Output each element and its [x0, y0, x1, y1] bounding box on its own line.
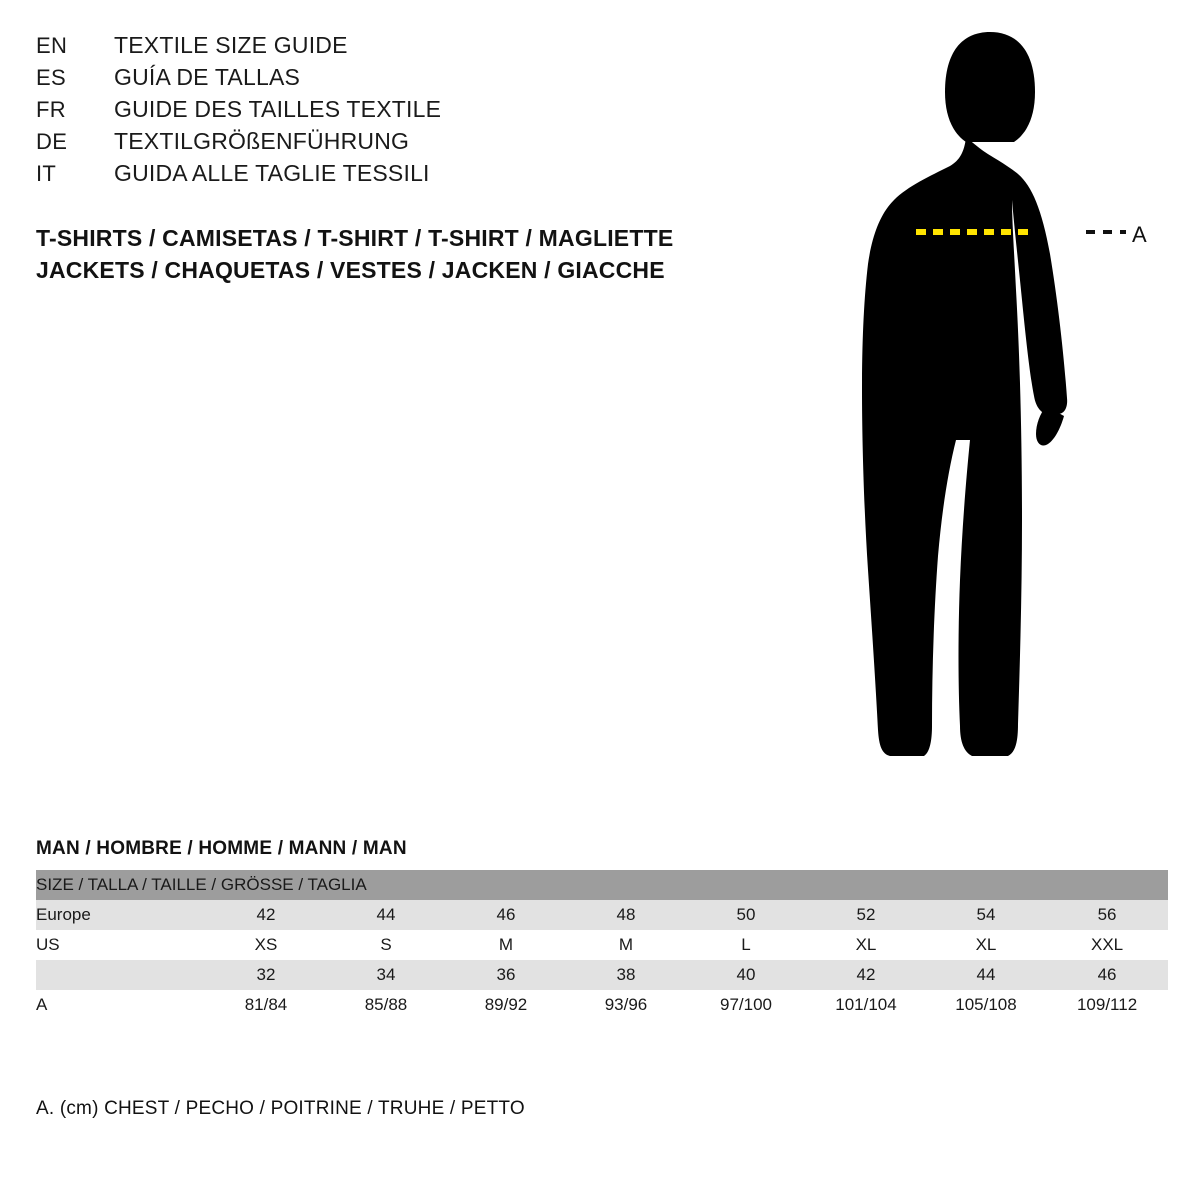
table-row: [36, 960, 1168, 990]
cell-a-6: 105/108: [926, 990, 1046, 1020]
cell-a-1: 85/88: [326, 990, 446, 1020]
cell-us-1: S: [326, 930, 446, 960]
language-title-de: TEXTILGRÖßENFÜHRUNG: [114, 128, 410, 154]
cell-a-0: 81/84: [206, 990, 326, 1020]
language-code-it: IT: [36, 161, 57, 186]
cell-us-5: XL: [806, 930, 926, 960]
language-row-fr: [36, 96, 756, 128]
cell-us-0: XS: [206, 930, 326, 960]
cell-us-7: XXL: [1046, 930, 1168, 960]
category-line-tshirts: T-SHIRTS / CAMISETAS / T-SHIRT / T-SHIRT / MAGLIETTE: [36, 225, 674, 251]
category-block: [36, 222, 796, 286]
cell-europe-7: 56: [1046, 900, 1168, 930]
size-table: [36, 870, 1168, 1020]
size-table-header-label: SIZE / TALLA / TAILLE / GRÖSSE / TAGLIA: [36, 870, 1168, 900]
cell-a-4: 97/100: [686, 990, 806, 1020]
silhouette-body-icon: [862, 138, 1067, 756]
size-table-header-row: [36, 870, 1168, 900]
language-row-es: [36, 64, 756, 96]
language-row-en: [36, 32, 756, 64]
size-table-caption: MAN / HOMBRE / HOMME / MANN / MAN: [36, 838, 407, 859]
language-row-de: [36, 128, 756, 160]
silhouette-svg: [790, 10, 1190, 790]
category-line-jackets: JACKETS / CHAQUETAS / VESTES / JACKEN / GIACCHE: [36, 257, 665, 283]
cell-us-6: XL: [926, 930, 1046, 960]
cell-europe-0: 42: [206, 900, 326, 930]
cell-us-2: M: [446, 930, 566, 960]
language-code-fr: FR: [36, 97, 66, 122]
silhouette-head-icon: [945, 32, 1035, 142]
language-title-block: [36, 32, 756, 192]
language-code-es: ES: [36, 65, 66, 90]
row-label-us: US: [36, 930, 206, 960]
cell-europe-4: 50: [686, 900, 806, 930]
cell-a-3: 93/96: [566, 990, 686, 1020]
cell-numeric-6: 44: [926, 960, 1046, 990]
language-title-fr: GUIDE DES TAILLES TEXTILE: [114, 96, 442, 122]
cell-europe-5: 52: [806, 900, 926, 930]
language-title-en: TEXTILE SIZE GUIDE: [114, 32, 348, 58]
chest-measure-label: A: [1132, 222, 1147, 247]
cell-europe-6: 54: [926, 900, 1046, 930]
cell-a-2: 89/92: [446, 990, 566, 1020]
cell-europe-3: 48: [566, 900, 686, 930]
language-title-it: GUIDA ALLE TAGLIE TESSILI: [114, 160, 430, 186]
language-code-en: EN: [36, 33, 68, 58]
cell-numeric-7: 46: [1046, 960, 1168, 990]
chest-footnote: A. (cm) CHEST / PECHO / POITRINE / TRUHE / PETTO: [36, 1098, 525, 1119]
row-label-a: A: [36, 990, 206, 1020]
table-row: [36, 990, 1168, 1020]
cell-a-7: 109/112: [1046, 990, 1168, 1020]
table-row: [36, 930, 1168, 960]
table-row: [36, 900, 1168, 930]
cell-numeric-5: 42: [806, 960, 926, 990]
cell-numeric-3: 38: [566, 960, 686, 990]
cell-numeric-1: 34: [326, 960, 446, 990]
size-table-section: [36, 838, 1168, 1020]
man-silhouette-figure: [790, 10, 1190, 790]
row-label-europe: Europe: [36, 900, 206, 930]
cell-us-4: L: [686, 930, 806, 960]
language-title-es: GUÍA DE TALLAS: [114, 64, 301, 90]
row-label-numeric: [36, 960, 206, 990]
language-row-it: [36, 160, 756, 192]
cell-numeric-4: 40: [686, 960, 806, 990]
cell-europe-1: 44: [326, 900, 446, 930]
cell-europe-2: 46: [446, 900, 566, 930]
cell-numeric-2: 36: [446, 960, 566, 990]
cell-us-3: M: [566, 930, 686, 960]
cell-a-5: 101/104: [806, 990, 926, 1020]
cell-numeric-0: 32: [206, 960, 326, 990]
language-code-de: DE: [36, 129, 68, 154]
